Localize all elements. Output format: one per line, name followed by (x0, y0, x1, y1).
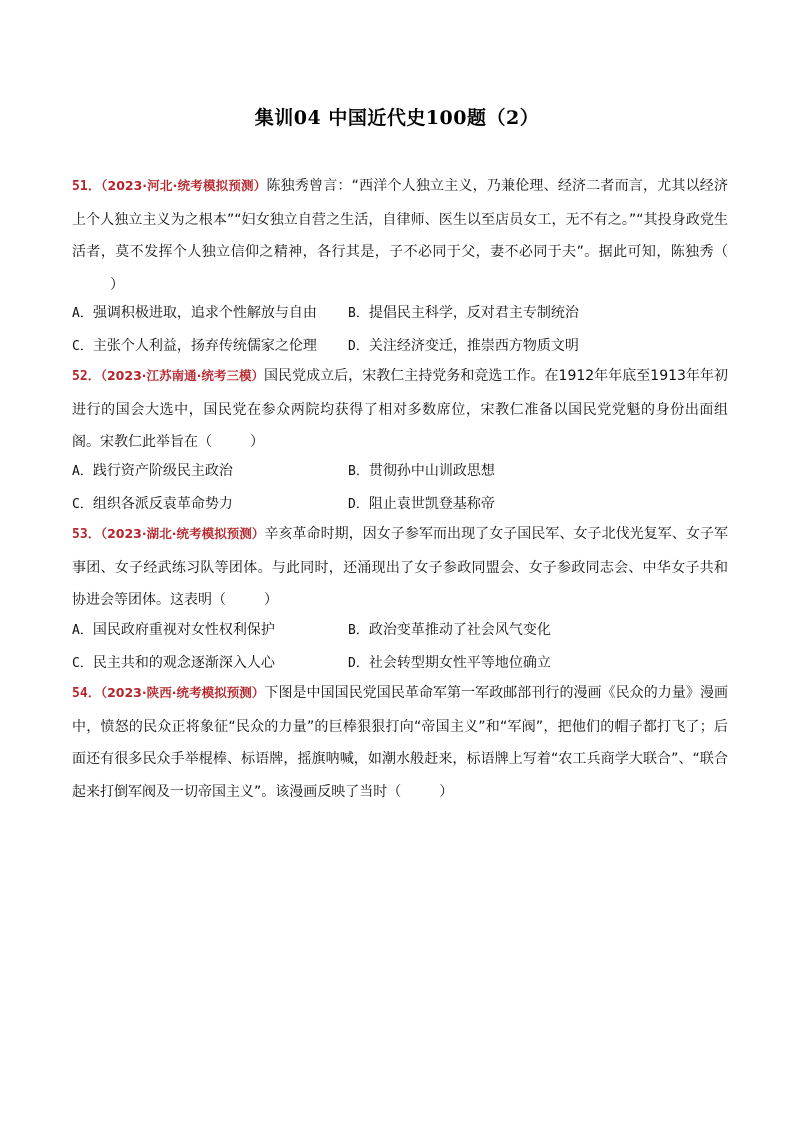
question-source: （2023·陕西·统考模拟预测） (100, 685, 265, 700)
question-stem-close: ） (250, 434, 264, 450)
question-stem: 国民党成立后，宋教仁主持党务和竞选工作。在1912年年底至1913年年初进行的国会大选中，国民党在参众两院均获得了相对多数席位，宋教仁准备以国民党党魁的身份出面组阁。宋教仁此举旨在（ (72, 368, 728, 450)
question-number: 51． (72, 179, 102, 194)
option-d[interactable]: D．关注经济变迁，推崇西方物质文明 (348, 338, 579, 354)
option-b[interactable]: B．提倡民主科学，反对君主专制统治 (348, 305, 579, 321)
option-d[interactable]: D．阻止袁世凯登基称帝 (348, 496, 495, 512)
option-c[interactable]: C．主张个人利益，扬弃传统儒家之伦理 (72, 338, 317, 354)
question-stem: 辛亥革命时期，因女子参军而出现了女子国民军、女子北伐光复军、女子军事团、女子经武练习队等团体。与此同时，还涌现出了女子参政同盟会、女子参政同志会、中华女子共和协进会等团体。这表明（ (72, 526, 729, 608)
options-53 (72, 614, 728, 680)
question-source: （2023·湖北·统考模拟预测） (100, 526, 265, 541)
question-stem: 下图是中国国民党国民革命军第一军政邮部刊行的漫画《民众的力量》漫画中，愤怒的民众正将象征“民众的力量”的巨棒狠狠打向“帝国主义”和“军阀”，把他们的帽子都打飞了；后面还有很多民众手举棍棒、标语牌，摇旗呐喊，如潮水般赶来，标语牌上写着“农工兵商学大联合”、“联合起来打倒军阀及一切帝国主义”。该漫画反映了当时（ (72, 685, 729, 800)
question-source: （2023·江苏南通·统考三模） (100, 368, 265, 383)
question-number: 52． (72, 369, 101, 384)
question-54 (72, 677, 728, 808)
options-52 (72, 455, 728, 521)
question-number: 53． (72, 527, 101, 542)
question-stem-close: ） (264, 592, 278, 608)
option-c[interactable]: C．组织各派反袁革命势力 (72, 496, 233, 512)
question-51 (72, 170, 728, 301)
question-number: 54． (72, 686, 101, 701)
page-title: 集训04 中国近代史100题（2） (254, 107, 540, 129)
question-stem-close: ） (110, 276, 124, 293)
question-52 (72, 360, 728, 459)
option-d[interactable]: D．社会转型期女性平等地位确立 (348, 655, 551, 671)
question-source: （2023·河北·统考模拟预测） (101, 178, 267, 193)
option-a[interactable]: A．国民政府重视对女性权利保护 (72, 622, 275, 638)
question-53 (72, 518, 728, 617)
option-a[interactable]: A．践行资产阶级民主政治 (72, 463, 233, 479)
option-c[interactable]: C．民主共和的观念逐渐深入人心 (72, 655, 275, 671)
option-a[interactable]: A．强调积极进取，追求个性解放与自由 (72, 305, 317, 321)
option-b[interactable]: B．政治变革推动了社会风气变化 (348, 622, 551, 638)
question-stem: 陈独秀曾言：“西洋个人独立主义，乃兼伦理、经济二者而言，尤其以经济上个人独立主义为之根本”“妇女独立自营之生活，自律师、医生以至店员女工，无不有之。”“其投身政党生活者，莫不发挥个人独立信仰之精神，各行其是，子不必同于父，妻不必同于夫”。据此可知，陈独秀（ (72, 178, 728, 260)
options-51 (72, 297, 728, 363)
question-stem-close: ） (439, 783, 454, 800)
option-b[interactable]: B．贯彻孙中山训政思想 (348, 463, 495, 479)
